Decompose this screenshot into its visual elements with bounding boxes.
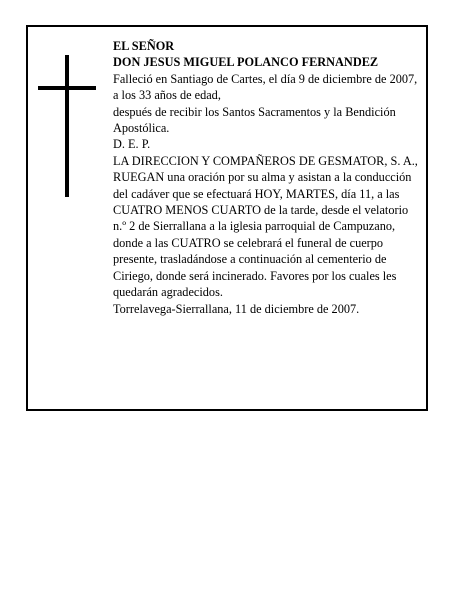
dep-line: D. E. P. <box>113 137 151 152</box>
sacraments-line: después de recibir los Santos Sacramentos y la Bendición Apostólica. <box>113 104 396 136</box>
cross-horizontal-bar <box>38 86 96 90</box>
obituary-text <box>113 38 423 317</box>
place-date-line: Torrelavega-Sierrallana, 11 de diciembre de 2007. <box>113 301 360 316</box>
company-line: LA DIRECCION Y COMPAÑEROS DE GESMATOR, S. A., <box>113 153 418 168</box>
obituary-heading: EL SEÑOR <box>113 39 175 53</box>
deceased-name: DON JESUS MIGUEL POLANCO FERNANDEZ <box>113 55 379 70</box>
cross-vertical-bar <box>65 55 69 197</box>
funeral-request: RUEGAN una oración por su alma y asistan a la conducción del cadáver que se efectuará HOY, MARTES, día 11, a las CUATRO MENOS CUARTO de la tarde, desde el velatorio n.º 2 de Sierrallana a la iglesia parroquial de Campuzano, donde a las CUATRO se celebrará el funeral de cuerpo presente, trasladándose a continuación al cementerio de Ciriego, donde será incinerado. Favores por los cuales les quedarán agradecidos. <box>113 170 412 300</box>
death-details: Falleció en Santiago de Cartes, el día 9 de diciembre de 2007, a los 33 años de edad, <box>113 71 418 103</box>
